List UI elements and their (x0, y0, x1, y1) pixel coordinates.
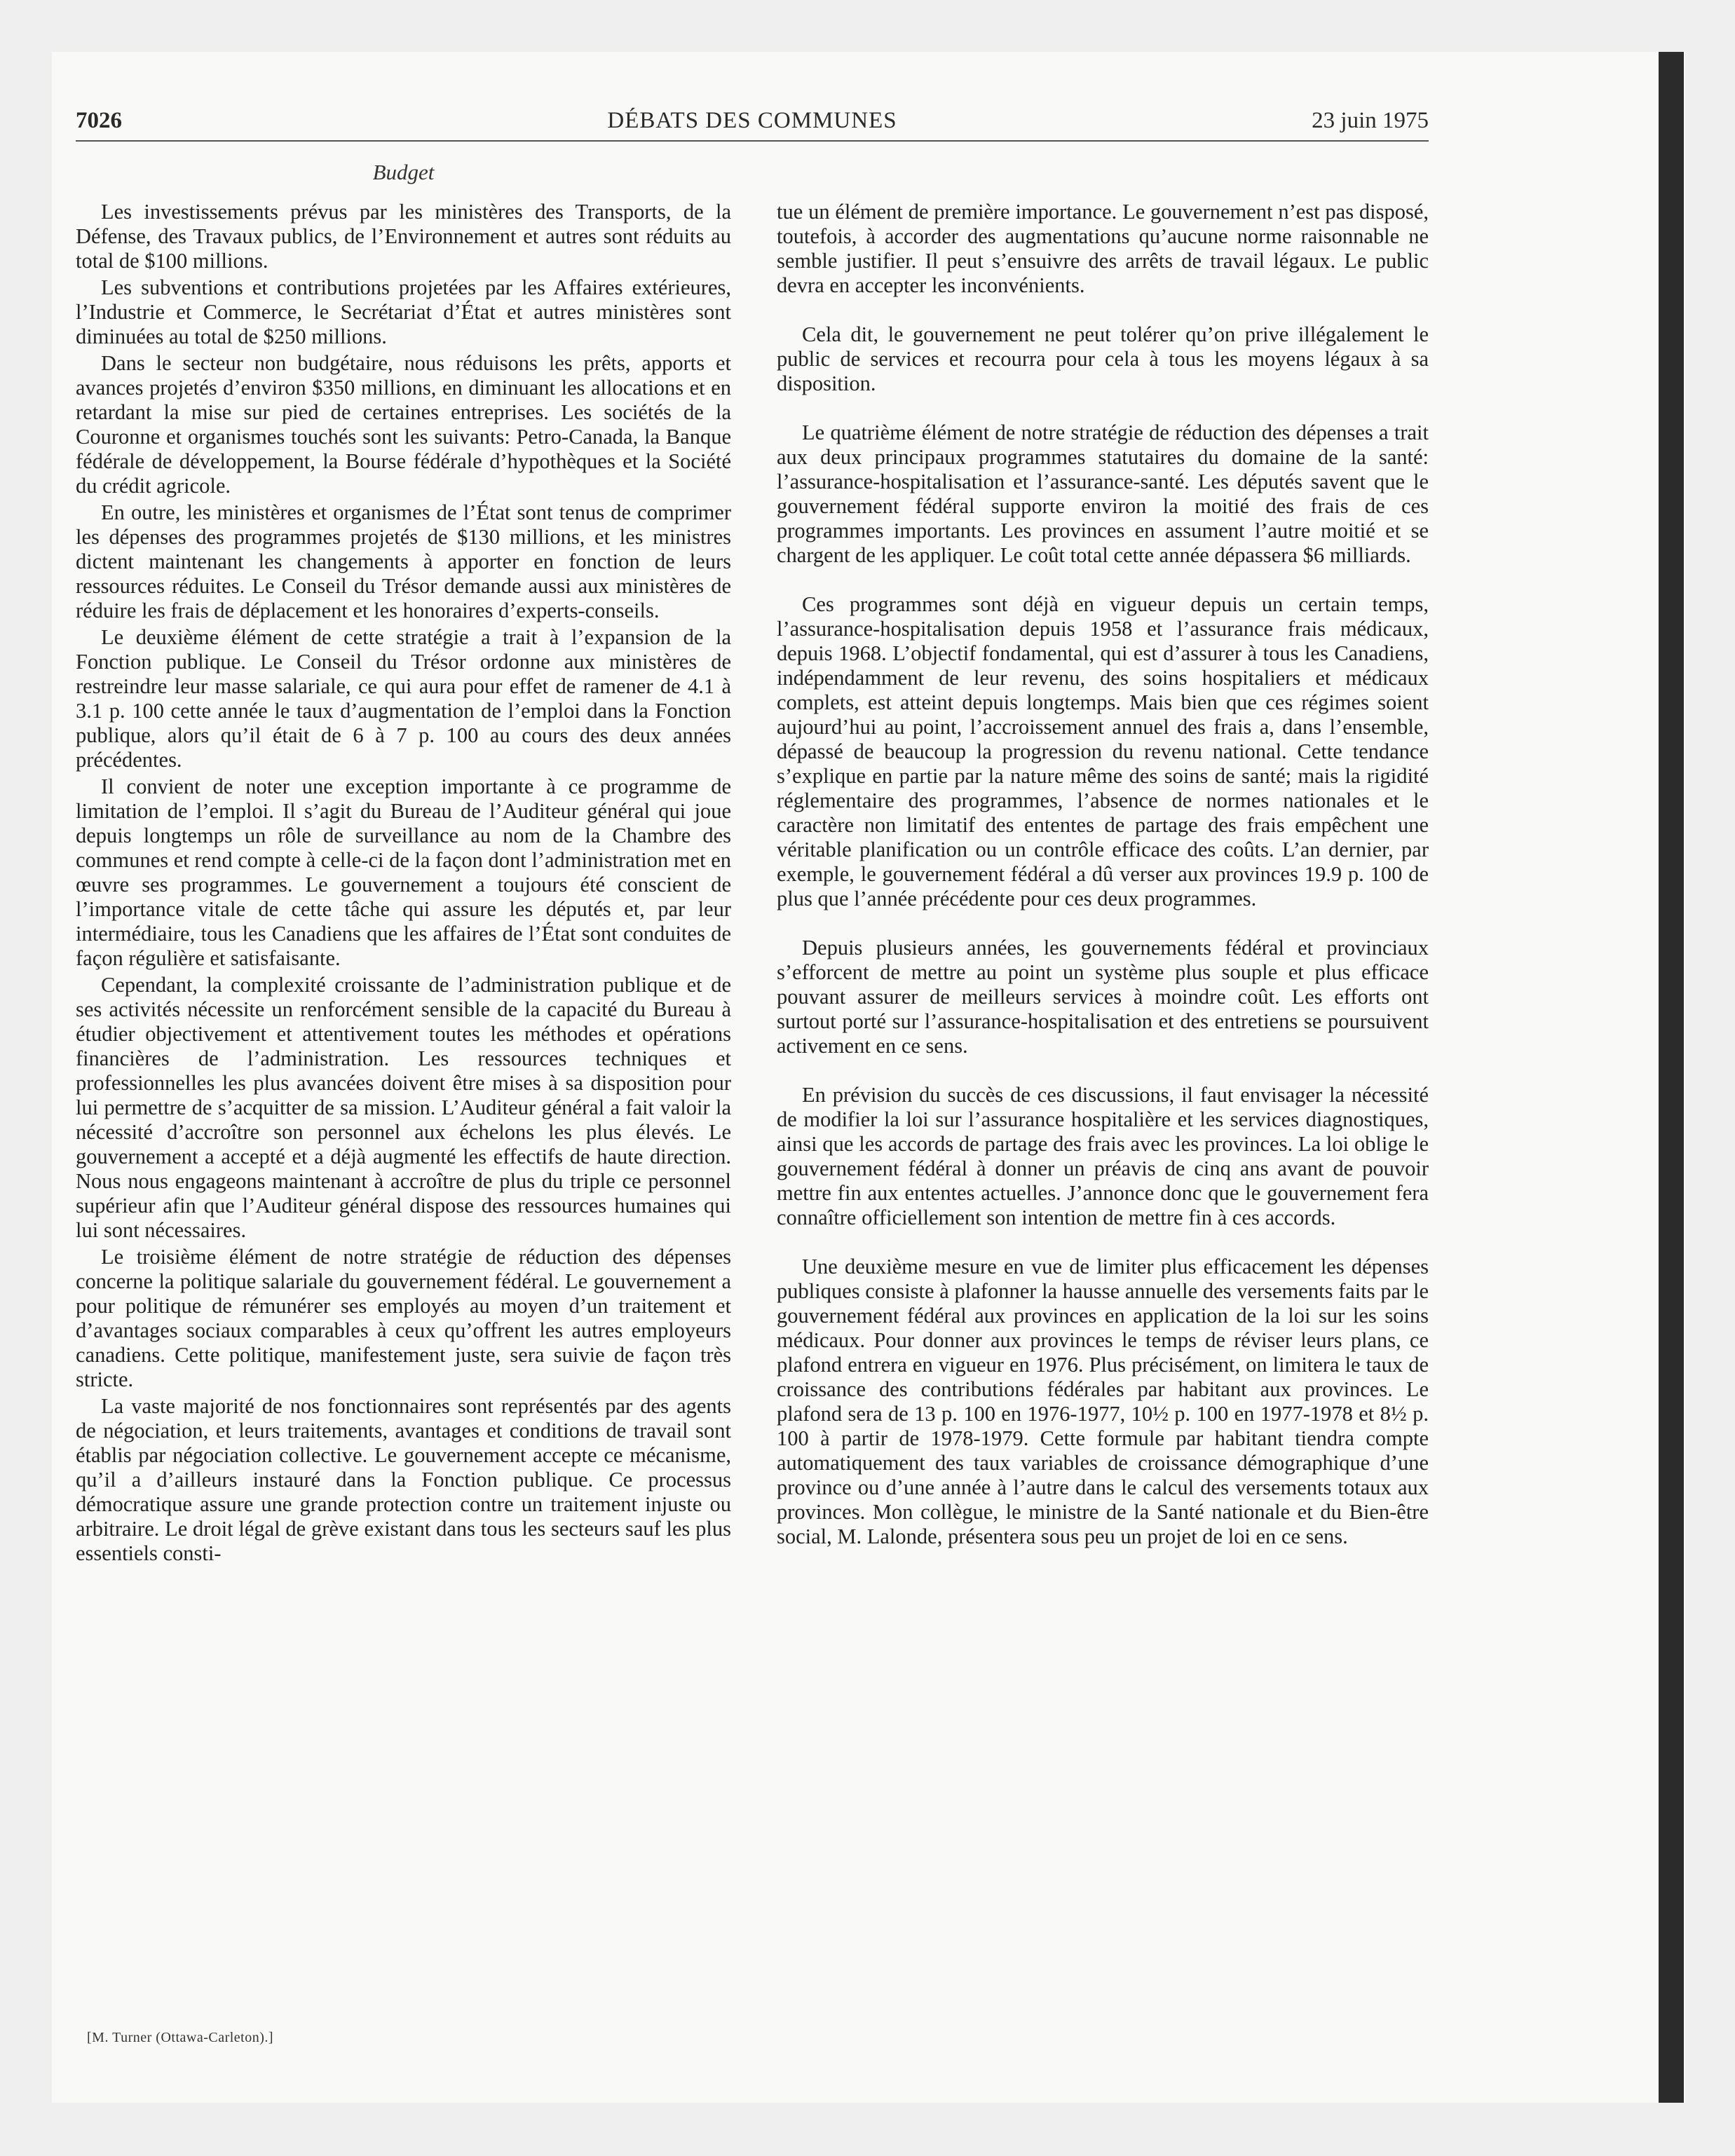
paragraph: Les investissements prévus par les ministères des Transports, de la Défense, des Travaux publics, de l’Environnement et autres sont réduits au total de $100 millions. (76, 200, 731, 273)
paragraph: Ces programmes sont déjà en vigueur depuis un certain temps, l’assurance-hospitalisation depuis 1958 et l’assurance frais médicaux, depuis 1968. L’objectif fondamental, qui est d’assurer à tous les Canadiens, indépendamment de leur revenu, des soins hospitaliers et médicaux complets, est atteint depuis longtemps. Mais bien que ces régimes soient aujourd’hui au point, l’accroissement annuel des frais a, dans l’ensemble, dépassé de beaucoup la progression du revenu national. Cette tendance s’explique en partie par la nature même des soins de santé; mais la rigidité réglementaire des programmes, l’absence de normes nationales et le caractère non limitatif des ententes de partage des frais empêchent une véritable planification ou un contrôle efficace des coûts. L’an dernier, par exemple, le gouvernement fédéral a dû verser aux provinces 19.9 p. 100 de plus que l’année précédente pour ces deux programmes. (777, 592, 1429, 910)
scan-edge (1659, 52, 1684, 2103)
publication-title: DÉBATS DES COMMUNES (607, 108, 897, 133)
paragraph: La vaste majorité de nos fonctionnaires sont représentés par des agents de négociation, et leurs traitements, avantages et conditions de travail sont établis par négociation collective. Le gouvernement accepte ce mécanisme, qu’il a d’ailleurs instauré dans la Fonction publique. Ce processus démocratique assure une grande protection contre un traitement injuste ou arbitraire. Le droit légal de grève existant dans tous les secteurs sauf les plus essentiels consti- (76, 1394, 731, 1565)
section-title: Budget (372, 160, 435, 184)
paragraph: Depuis plusieurs années, les gouvernements fédéral et provinciaux s’efforcent de mettre au point un système plus souple et plus efficace pouvant assurer de meilleurs services à moindre coût. Les efforts ont surtout porté sur l’assurance-hospitalisation et des entretiens se poursuivent activement en ce sens. (777, 936, 1429, 1058)
paragraph: Le deuxième élément de cette stratégie a trait à l’expansion de la Fonction publique. Le Conseil du Trésor ordonne aux ministères de restreindre leur masse salariale, ce qui aura pour effet de ramener de 4.1 à 3.1 p. 100 cette année le taux d’augmentation de l’emploi dans la Fonction publique, alors qu’il était de 6 à 7 p. 100 au cours des deux années précédentes. (76, 625, 731, 772)
paragraph: En prévision du succès de ces discussions, il faut envisager la nécessité de modifier la loi sur l’assurance hospitalière et les services diagnostiques, ainsi que les accords de partage des frais avec les provinces. La loi oblige le gouvernement fédéral à donner un préavis de cinq ans avant de pouvoir mettre fin aux ententes actuelles. J’annonce donc que le gouvernement fera connaître officiellement son intention de mettre fin à ces accords. (777, 1083, 1429, 1229)
paragraph: Le quatrième élément de notre stratégie de réduction des dépenses a trait aux deux principaux programmes statutaires du domaine de la santé: l’assurance-hospitalisation et l’assurance-santé. Les députés savent que le gouvernement fédéral supporte environ la moitié des frais de ces programmes importants. Les provinces en assument l’autre moitié et se chargent de les appliquer. Le coût total cette année dépassera $6 milliards. (777, 421, 1429, 567)
paragraph: Les subventions et contributions projetées par les Affaires extérieures, l’Industrie et Commerce, le Secrétariat d’État et autres ministères sont diminuées au total de $250 millions. (76, 275, 731, 348)
paragraph: Dans le secteur non budgétaire, nous réduisons les prêts, apports et avances projetés d’environ $350 millions, en diminuant les allocations et en retardant la mise sur pied de certaines entreprises. Les sociétés de la Couronne et organismes touchés sont les suivants: Petro-Canada, la Banque fédérale de développement, la Bourse fédérale d’hypothèques et la Société du crédit agricole. (76, 351, 731, 498)
left-column (76, 200, 731, 1566)
paragraph: Cependant, la complexité croissante de l’administration publique et de ses activités nécessite un renforcément sensible de la capacité du Bureau à étudier objectivement et attentivement toutes les méthodes et opérations financières de l’administration. Les ressources techniques et professionnelles les plus avancées doivent être mises à sa disposition pour lui permettre de s’acquitter de sa mission. L’Auditeur général a fait valoir la nécessité d’accroître son personnel aux échelons les plus élevés. Le gouvernement a accepté et a déjà augmenté les effectifs de haute direction. Nous nous engageons maintenant à accroître de plus du triple ce personnel supérieur afin que l’Auditeur général dispose des ressources humaines qui lui sont nécessaires. (76, 973, 731, 1242)
paragraph: Il convient de noter une exception importante à ce programme de limitation de l’emploi. Il s’agit du Bureau de l’Auditeur général qui joue depuis longtemps un rôle de surveillance au nom de la Chambre des communes et rend compte à celle-ci de la façon dont l’administration met en œuvre ses programmes. Le gouvernement a toujours été conscient de l’importance vitale de cette tâche qui assure les députés et, par leur intermédiaire, tous les Canadiens que les affaires de l’État sont conduites de façon régulière et satisfaisante. (76, 775, 731, 970)
paragraph: tue un élément de première importance. Le gouvernement n’est pas disposé, toutefois, à accorder des augmentations qu’aucune norme raisonnable ne semble justifier. Il peut s’ensuivre des arrêts de travail légaux. Le public devra en accepter les inconvénients. (777, 200, 1429, 297)
running-header (76, 105, 1429, 142)
right-column (777, 200, 1429, 1549)
paragraph: En outre, les ministères et organismes de l’État sont tenus de comprimer les dépenses des programmes projetés de $130 millions, et les ministres dictent maintenant les changements à apporter en fonction de leurs ressources réduites. Le Conseil du Trésor demande aussi aux ministères de réduire les frais de déplacement et les honoraires d’experts-conseils. (76, 500, 731, 622)
paragraph: Une deuxième mesure en vue de limiter plus efficacement les dépenses publiques consiste à plafonner la hausse annuelle des versements faits par le gouvernement fédéral aux provinces en application de la loi sur les soins médicaux. Pour donner aux provinces le temps de réviser leurs plans, ce plafond entrera en vigueur en 1976. Plus précisément, on limitera le taux de croissance des contributions fédérales par habitant aux provinces. Le plafond sera de 13 p. 100 en 1976-1977, 10½ p. 100 en 1977-1978 et 8½ p. 100 à partir de 1978-1979. Cette formule par habitant tiendra compte automatiquement des taux variables de croissance démographique d’une province ou d’une année à l’autre dans le calcul des versements totaux aux provinces. Mon collègue, le ministre de la Santé nationale et du Bien-être social, M. Lalonde, présentera sous peu un projet de loi en ce sens. (777, 1255, 1429, 1548)
paragraph: Cela dit, le gouvernement ne peut tolérer qu’on prive illégalement le public de services et recourra pour cela à tous les moyens légaux à sa disposition. (777, 322, 1429, 395)
speaker-attribution: [M. Turner (Ottawa-Carleton).] (87, 2030, 274, 2045)
issue-date: 23 juin 1975 (1312, 108, 1429, 133)
paragraph: Le troisième élément de notre stratégie de réduction des dépenses concerne la politique salariale du gouvernement fédéral. Le gouvernement a pour politique de rémunérer ses employés au moyen d’un traitement et d’avantages sociaux comparables à ceux qu’offrent les autres employeurs canadiens. Cette politique, manifestement juste, sera suivie de façon très stricte. (76, 1245, 731, 1391)
page-number: 7026 (76, 108, 122, 133)
